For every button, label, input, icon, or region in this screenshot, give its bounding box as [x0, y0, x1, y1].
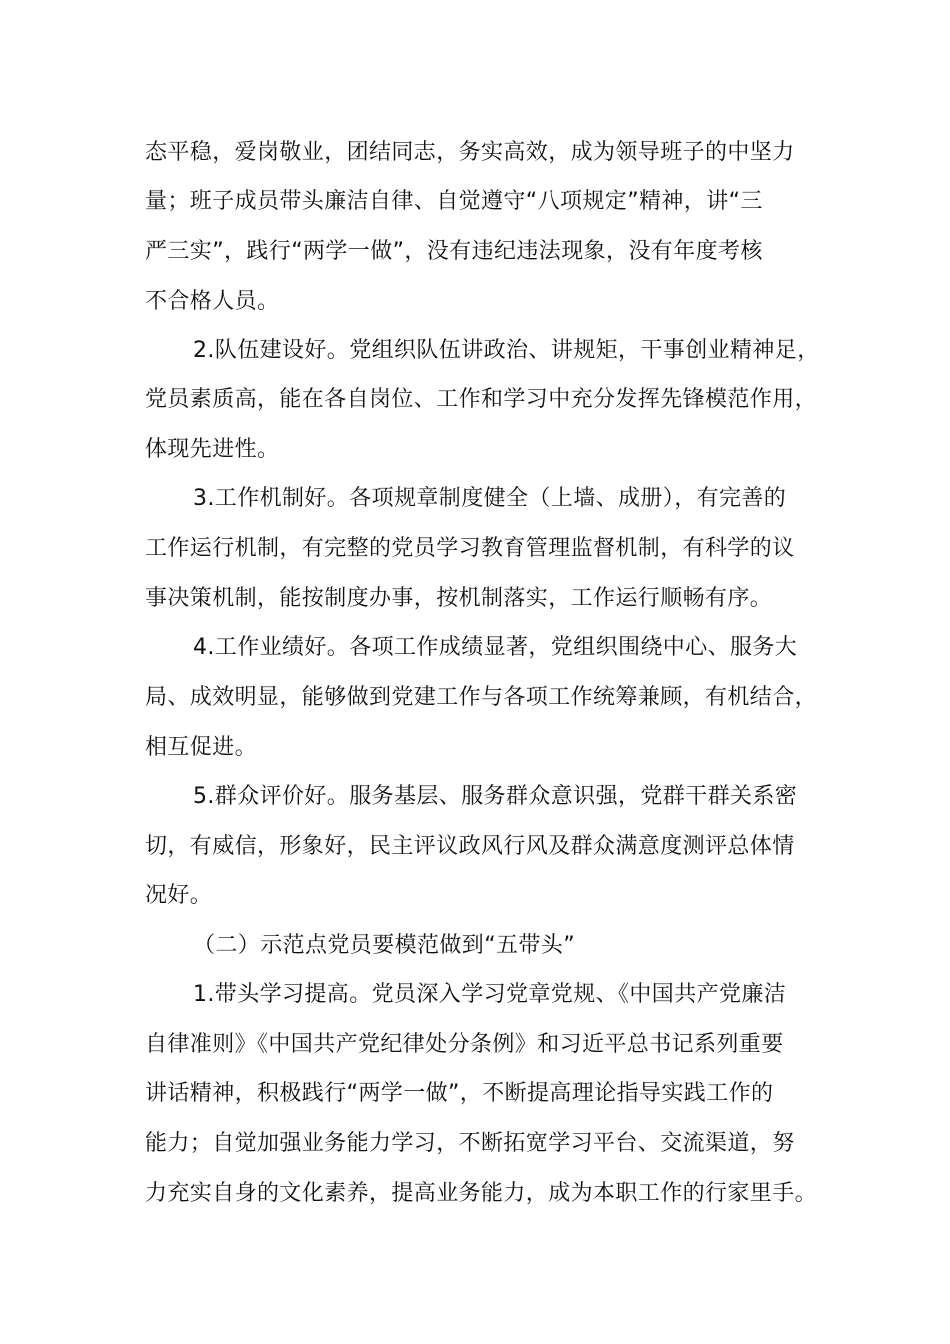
text-line: 党员素质高，能在各自岗位、工作和学习中充分发挥先锋模范作用， [145, 387, 818, 412]
text-line: 相互促进。 [145, 735, 258, 760]
text-line: 局、成效明显，能够做到党建工作与各项工作统筹兼顾，有机结合， [145, 685, 818, 710]
text-line: 1.带头学习提高。党员深入学习党章党规、《中国共产党廉洁 [193, 982, 787, 1007]
text-line: 事决策机制，能按制度办事，按机制落实，工作运行顺畅有序。 [145, 586, 773, 611]
text-line: 况好。 [145, 883, 213, 908]
text-line: 能力；自觉加强业务能力学习，不断拓宽学习平台、交流渠道，努 [145, 1131, 795, 1156]
text-line: 工作运行机制，有完整的党员学习教育管理监督机制，有科学的议 [145, 536, 795, 561]
text-line: 体现先进性。 [145, 437, 280, 462]
text-line: 自律准则》《中国共产党纪律处分条例》和习近平总书记系列重要 [145, 1032, 784, 1057]
text-line: 讲话精神，积极践行“两学一做”，不断提高理论指导实践工作的 [145, 1081, 774, 1106]
section-heading: （二）示范点党员要模范做到“五带头” [193, 933, 575, 958]
text-line: 不合格人员。 [145, 289, 280, 314]
text-line: 态平稳，爱岗敬业，团结同志，务实高效，成为领导班子的中坚力 [145, 140, 795, 165]
text-line: 量；班子成员带头廉洁自律、自觉遵守“八项规定”精神，讲“三 [145, 189, 763, 214]
text-line: 2.队伍建设好。党组织队伍讲政治、讲规矩，干事创业精神足， [193, 338, 820, 363]
text-line: 3.工作机制好。各项规章制度健全（上墙、成册），有完善的 [193, 486, 787, 511]
text-line: 严三实”，践行“两学一做”，没有违纪违法现象，没有年度考核 [145, 239, 763, 264]
text-line: 切，有威信，形象好，民主评议政风行风及群众满意度测评总体情 [145, 834, 795, 859]
text-line: 力充实自身的文化素养，提高业务能力，成为本职工作的行家里手。 [145, 1181, 818, 1206]
text-line: 4.工作业绩好。各项工作成绩显著，党组织围绕中心、服务大 [193, 635, 798, 660]
text-line: 5.群众评价好。服务基层、服务群众意识强，党群干群关系密 [193, 784, 798, 809]
